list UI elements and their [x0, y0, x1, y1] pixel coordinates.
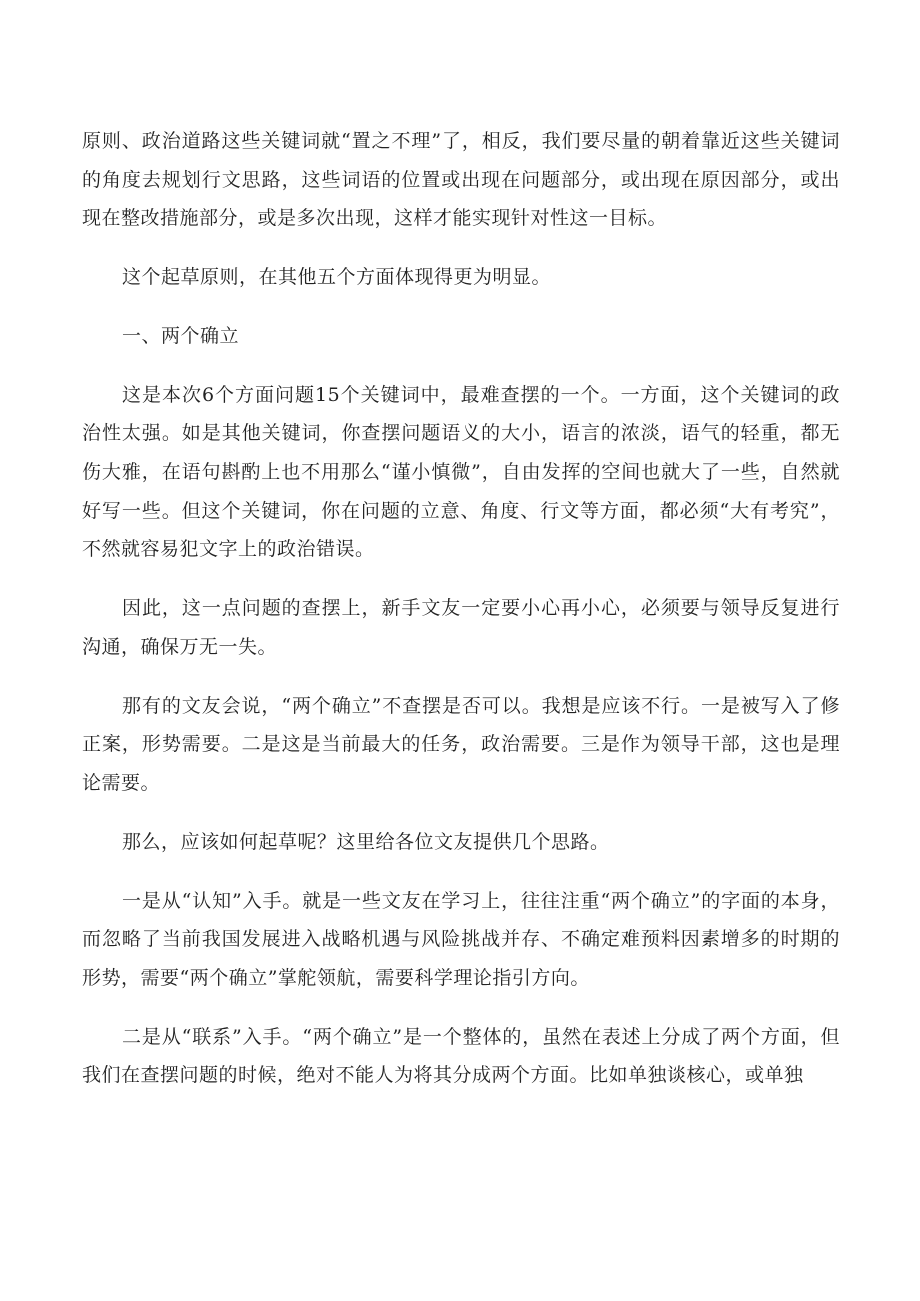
- paragraph-8: 一是从“认知”入手。就是一些文友在学习上，往往注重“两个确立”的字面的本身，而忽略了当前我国发展进入战略机遇与风险挑战并存、不确定难预料因素增多的时期的形势，需要“两个确立”掌舵领航，需要科学理论指引方向。: [82, 889, 840, 989]
- paragraph-6: 那有的文友会说，“两个确立”不查摆是否可以。我想是应该不行。一是被写入了修正案，形势需要。二是这是当前最大的任务，政治需要。三是作为领导干部，这也是理论需要。: [82, 694, 840, 794]
- paragraph-5: 因此，这一点问题的查摆上，新手文友一定要小心再小心，必须要与领导反复进行沟通，确保万无一失。: [82, 597, 840, 658]
- paragraph-9: 二是从“联系”入手。“两个确立”是一个整体的，虽然在表述上分成了两个方面，但我们在查摆问题的时候，绝对不能人为将其分成两个方面。比如单独谈核心，或单独: [82, 1025, 840, 1087]
- paragraph-7: 那么，应该如何起草呢？这里给各位文友提供几个思路。: [122, 830, 610, 853]
- paragraph-4: 这是本次6个方面问题15个关键词中，最难查摆的一个。一方面，这个关键词的政治性太强。如是其他关键词，你查摆问题语义的大小，语言的浓淡，语气的轻重，都无伤大雅，在语句斟酌上也不用那么“谨小慎微”，自由发挥的空间也就大了一些，自然就好写一些。但这个关键词，你在问题的立意、角度、行文等方面，都必须“大有考究”，不然就容易犯文字上的政治错误。: [82, 383, 840, 561]
- paragraph-2: 这个起草原则，在其他五个方面体现得更为明显。: [122, 266, 552, 289]
- section-heading: 一、两个确立: [122, 324, 240, 347]
- document-body: [82, 122, 840, 1115]
- paragraph-1: 原则、政治道路这些关键词就“置之不理”了，相反，我们要尽量的朝着靠近这些关键词的角度去规划行文思路，这些词语的位置或出现在问题部分，或出现在原因部分，或出现在整改措施部分，或是多次出现，这样才能实现针对性这一目标。: [82, 130, 840, 230]
